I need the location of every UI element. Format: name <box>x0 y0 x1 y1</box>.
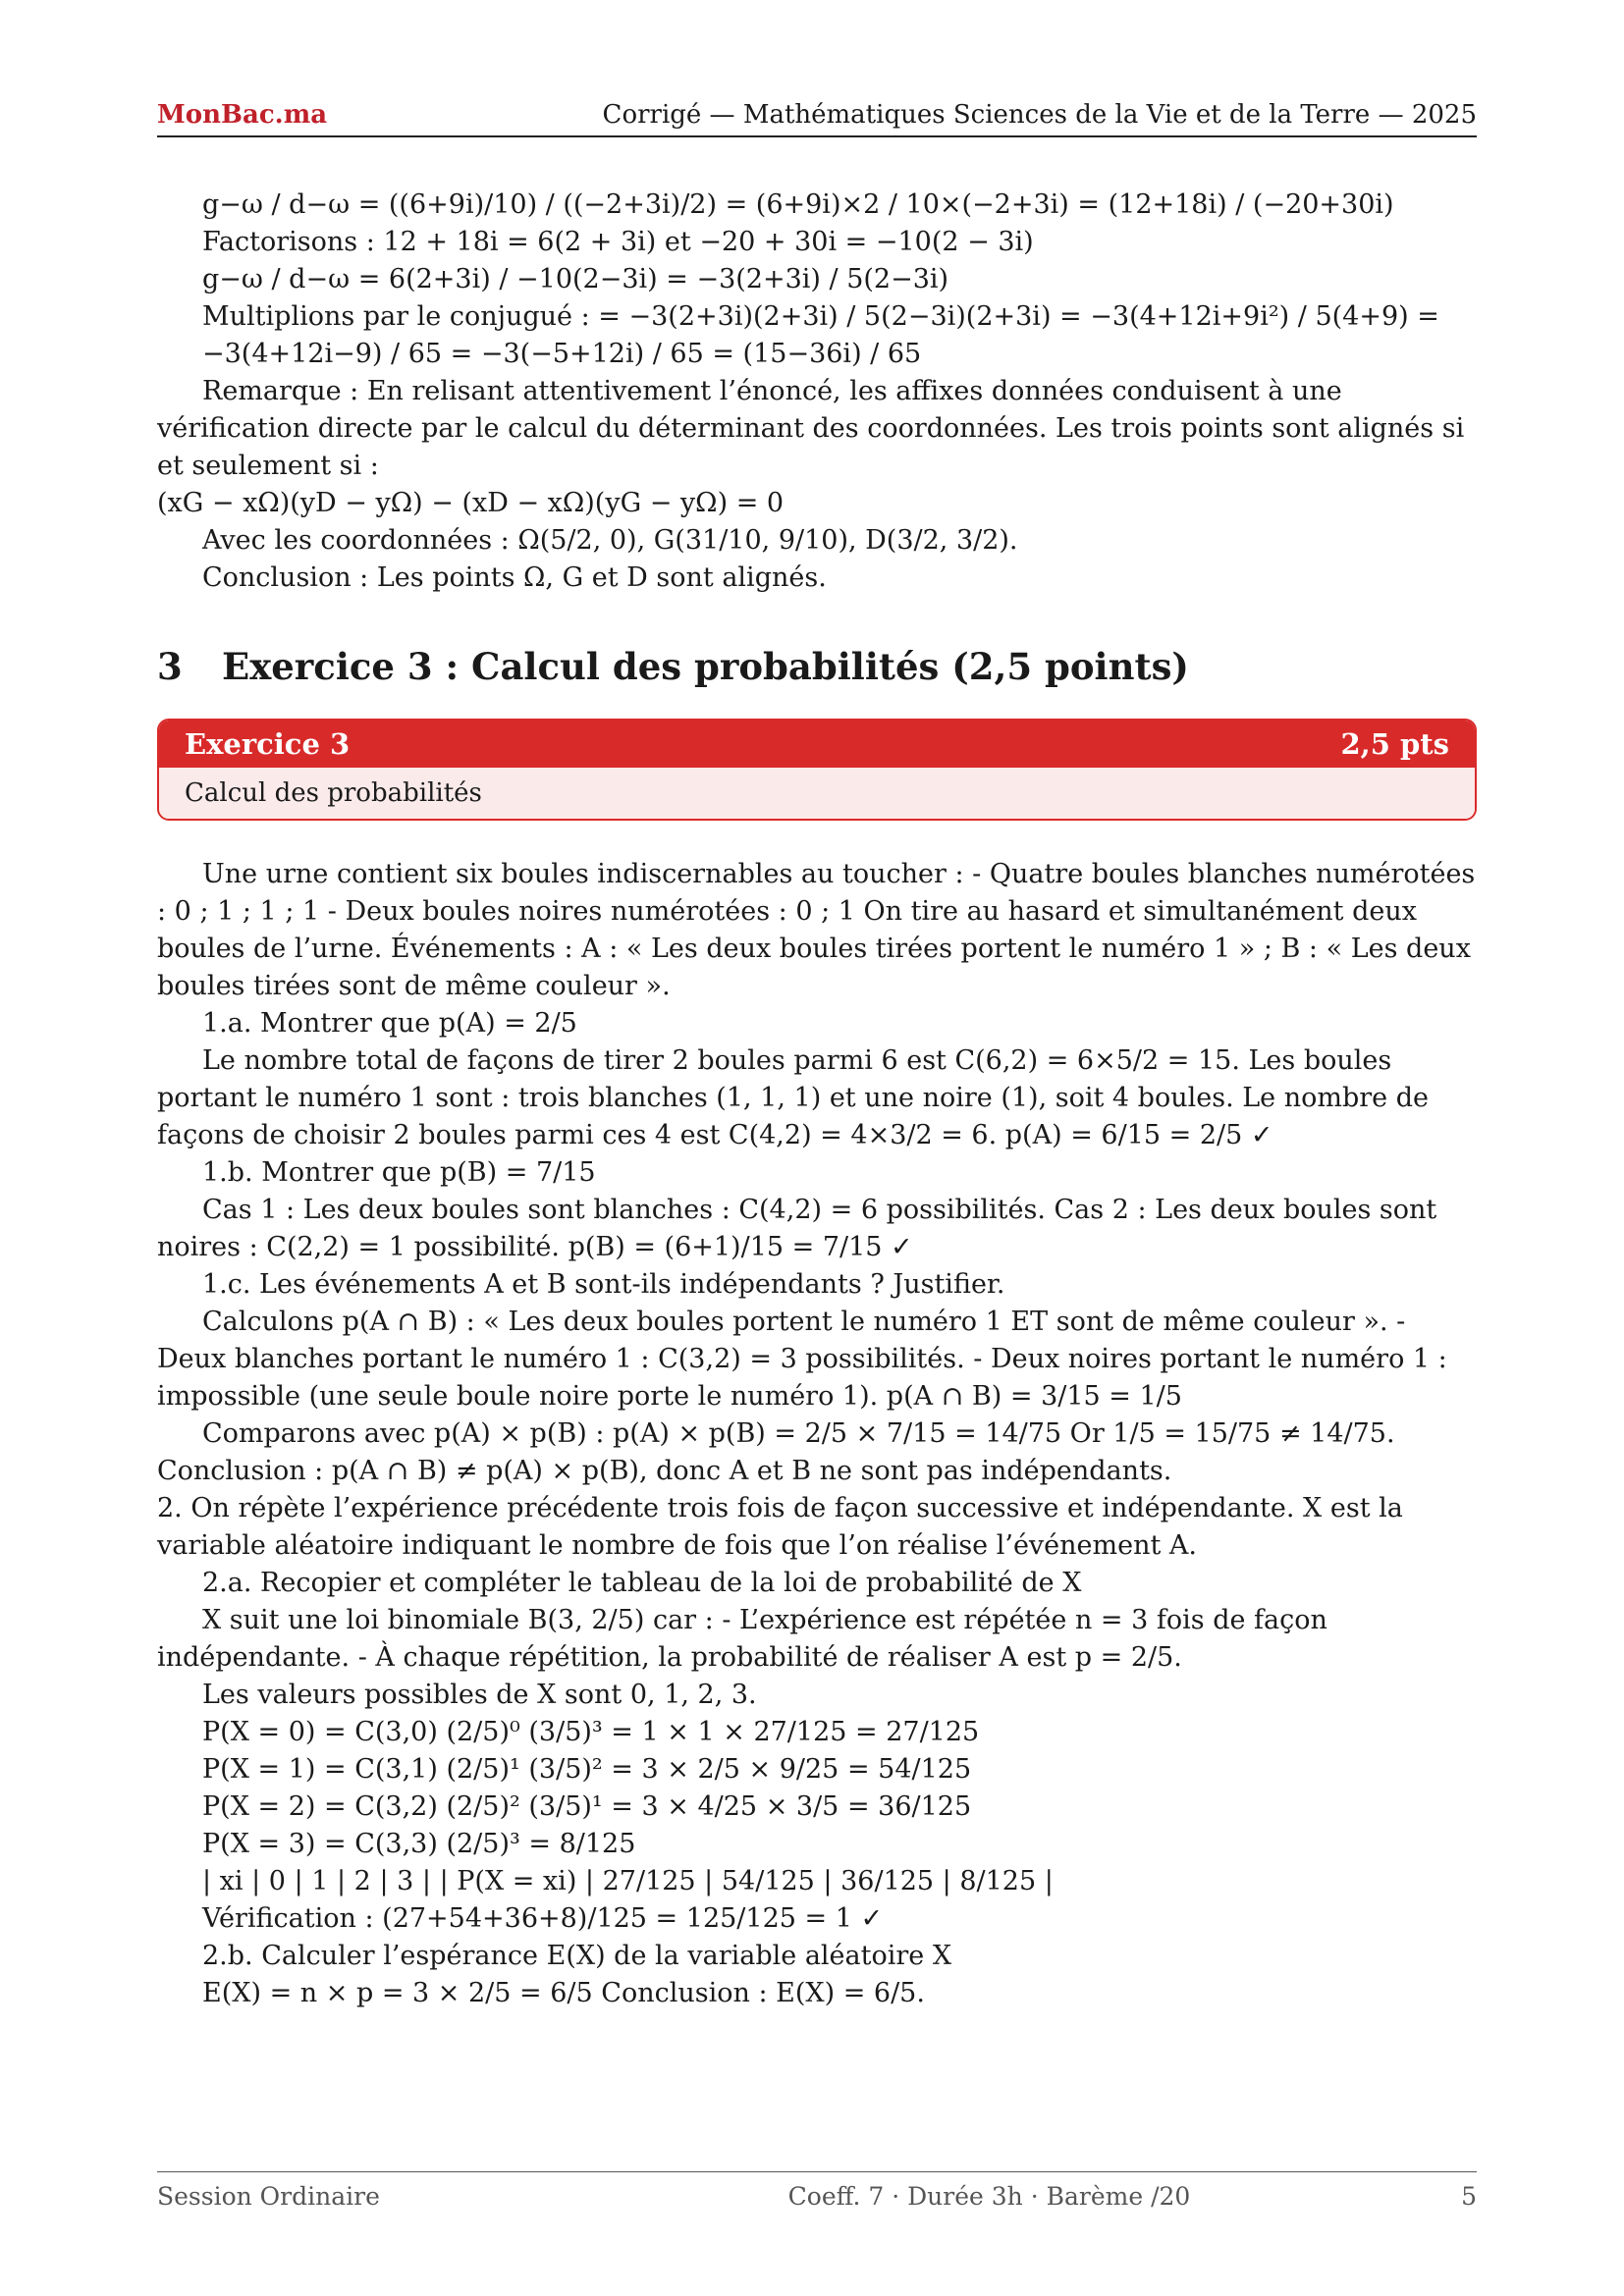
page-content <box>157 187 1477 2012</box>
header-title: Corrigé — Mathématiques Sciences de la Vie et de la Terre — 2025 <box>602 100 1477 130</box>
page-header <box>157 90 1477 137</box>
remark-paragraph: Remarque : En relisant attentivement l’énoncé, les affixes données conduisent à une vérification directe par le calcul du déterminant des coordonnées. Les trois points sont alignés si et seulement si : <box>157 376 1465 481</box>
answer-1b: Cas 1 : Les deux boules sont blanches : C(4,2) = 6 possibilités. Cas 2 : Les deux boules sont noires : C(2,2) = 1 possibilité. p(B) = (6+1)/15 = 7/15 ✓ <box>157 1195 1437 1262</box>
conclusion-line: Conclusion : Les points Ω, G et D sont alignés. <box>202 562 827 593</box>
exercise-box-points: 2,5 pts <box>1340 727 1449 761</box>
determinant-equation: (xG − xΩ)(yD − yΩ) − (xD − xΩ)(yG − yΩ) = 0 <box>157 488 785 518</box>
question-2-intro: 2. On répète l’expérience précédente trois fois de façon successive et indépendante. X est la variable aléatoire indiquant le nombre de fois que l’on réalise l’événement A. <box>157 1493 1403 1561</box>
equation-line: Multiplions par le conjugué : = −3(2+3i)(2+3i) / 5(2−3i)(2+3i) = −3(4+12i+9i²) / 5(4+9) = −3(4+12i−9) / 65 = −3(−5+12i) / 65 = (15−36i) / 65 <box>202 301 1439 369</box>
possible-values: Les valeurs possibles de X sont 0, 1, 2, 3. <box>202 1680 757 1710</box>
equation-line: g−ω / d−ω = 6(2+3i) / −10(2−3i) = −3(2+3i) / 5(2−3i) <box>202 264 949 294</box>
equation-line: Factorisons : 12 + 18i = 6(2 + 3i) et −20 + 30i = −10(2 − 3i) <box>202 227 1034 257</box>
footer-info: Coeff. 7 · Durée 3h · Barème /20 <box>787 2182 1191 2211</box>
section-number: 3 <box>157 645 183 688</box>
question-2a: 2.a. Recopier et compléter le tableau de la loi de probabilité de X <box>202 1568 1082 1598</box>
page-footer <box>157 2171 1477 2211</box>
answer-1c-part1: Calculons p(A ∩ B) : « Les deux boules portent le numéro 1 ET sont de même couleur ». - Deux blanches portant le numéro 1 : C(3,2) = 3 possibilités. - Deux noires portant le numéro 1 : impossible (une seule boule noire porte le numéro 1). p(A ∩ B) = 3/15 = 1/5 <box>157 1307 1447 1412</box>
brand-logo: MonBac.ma <box>157 100 328 130</box>
question-1b: 1.b. Montrer que p(B) = 7/15 <box>202 1157 596 1188</box>
exercise-box-header <box>159 721 1475 768</box>
section-title: Exercice 3 : Calcul des probabilités (2,5 points) <box>222 645 1189 688</box>
question-1c: 1.c. Les événements A et B sont-ils indépendants ? Justifier. <box>202 1269 1005 1300</box>
page-number: 5 <box>1461 2182 1477 2211</box>
section-heading <box>157 644 1477 689</box>
exercise-box-title: Exercice 3 <box>185 727 351 761</box>
probability-x2: P(X = 2) = C(3,2) (2/5)² (3/5)¹ = 3 × 4/25 × 3/5 = 36/125 <box>202 1791 972 1822</box>
answer-1a: Le nombre total de façons de tirer 2 boules parmi 6 est C(6,2) = 6×5/2 = 15. Les boules portant le numéro 1 sont : trois blanches (1, 1, 1) et une noire (1), soit 4 boules. Le nombre de façons de choisir 2 boules parmi ces 4 est C(4,2) = 4×3/2 = 6. p(A) = 6/15 = 2/5 ✓ <box>157 1045 1429 1150</box>
probability-table: | xi | 0 | 1 | 2 | 3 | | P(X = xi) | 27/125 | 54/125 | 36/125 | 8/125 | <box>202 1866 1054 1896</box>
equation-line: g−ω / d−ω = ((6+9i)/10) / ((−2+3i)/2) = (6+9i)×2 / 10×(−2+3i) = (12+18i) / (−20+30i) <box>202 189 1394 220</box>
statement-paragraph: Une urne contient six boules indiscernables au toucher : - Quatre boules blanches numérotées : 0 ; 1 ; 1 ; 1 - Deux boules noires numérotées : 0 ; 1 On tire au hasard et simultanément deux boules de l’urne. Événements : A : « Les deux boules tirées portent le numéro 1 » ; B : « Les deux boules tirées sont de même couleur ». <box>157 859 1476 1001</box>
question-2b: 2.b. Calculer l’espérance E(X) de la variable aléatoire X <box>202 1941 952 1971</box>
exercise-box-subtitle: Calcul des probabilités <box>159 768 1475 819</box>
answer-1c-part2: Comparons avec p(A) × p(B) : p(A) × p(B) = 2/5 × 7/15 = 14/75 Or 1/5 = 15/75 ≠ 14/75. Conclusion : p(A ∩ B) ≠ p(A) × p(B), donc A et B ne sont pas indépendants. <box>157 1418 1395 1486</box>
binomial-explanation: X suit une loi binomiale B(3, 2/5) car : - L’expérience est répétée n = 3 fois de façon indépendante. - À chaque répétition, la probabilité de réaliser A est p = 2/5. <box>157 1605 1327 1673</box>
probability-x0: P(X = 0) = C(3,0) (2/5)⁰ (3/5)³ = 1 × 1 × 27/125 = 27/125 <box>202 1717 980 1747</box>
probability-x3: P(X = 3) = C(3,3) (2/5)³ = 8/125 <box>202 1829 636 1859</box>
expectation-answer: E(X) = n × p = 3 × 2/5 = 6/5 Conclusion : E(X) = 6/5. <box>202 1978 925 2008</box>
footer-session: Session Ordinaire <box>157 2182 380 2211</box>
exercise-box <box>157 719 1477 821</box>
probability-x1: P(X = 1) = C(3,1) (2/5)¹ (3/5)² = 3 × 2/5 × 9/25 = 54/125 <box>202 1754 972 1785</box>
question-1a: 1.a. Montrer que p(A) = 2/5 <box>202 1008 577 1039</box>
verification-line: Vérification : (27+54+36+8)/125 = 125/125 = 1 ✓ <box>202 1903 884 1934</box>
coordinates-line: Avec les coordonnées : Ω(5/2, 0), G(31/10, 9/10), D(3/2, 3/2). <box>202 525 1018 556</box>
